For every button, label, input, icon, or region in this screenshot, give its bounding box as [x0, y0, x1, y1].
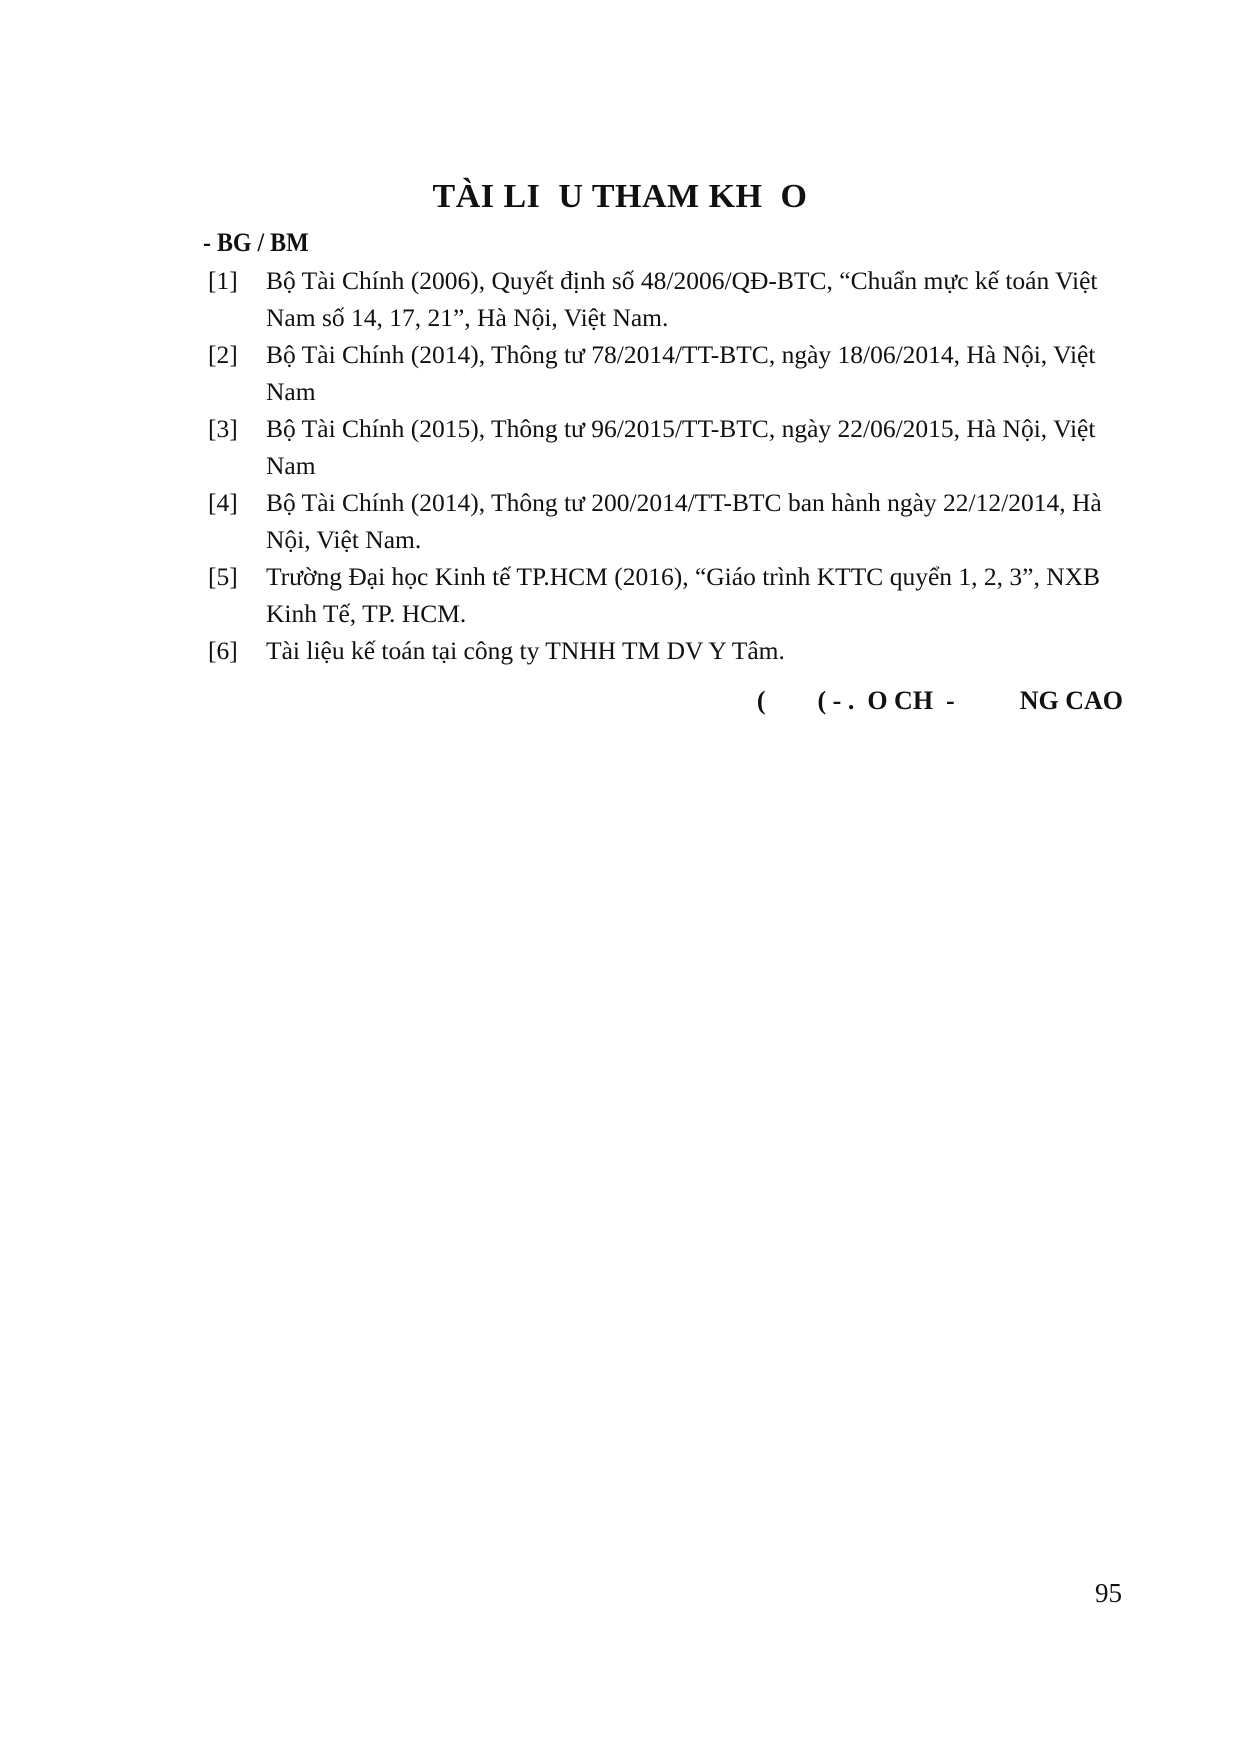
- reference-item: [208, 262, 1138, 336]
- reference-text: Bộ Tài Chính (2014), Thông tư 78/2014/TT-BTC, ngày 18/06/2014, Hà Nội, Việt Nam: [266, 340, 1096, 406]
- reference-item: [208, 558, 1138, 632]
- page-number: 95: [1095, 1578, 1122, 1608]
- reference-item: [208, 336, 1138, 410]
- reference-number: [6]: [208, 636, 238, 665]
- page-title: TÀI LI U THAM KH O: [432, 178, 808, 215]
- reference-number: [5]: [208, 562, 238, 591]
- reference-number: [2]: [208, 340, 238, 369]
- reference-item: [208, 410, 1138, 484]
- reference-number: [1]: [208, 266, 238, 295]
- reference-text: Trường Đại học Kinh tế TP.HCM (2016), “Giáo trình KTTC quyển 1, 2, 3”, NXB Kinh Tế, TP. HCM.: [266, 562, 1101, 628]
- section-label: - BG / BM: [203, 228, 309, 257]
- reference-text: Bộ Tài Chính (2006), Quyết định số 48/2006/QĐ-BTC, “Chuẩn mực kế toán Việt Nam số 14, 17, 21”, Hà Nội, Việt Nam.: [266, 266, 1098, 332]
- reference-number: [3]: [208, 414, 238, 443]
- reference-text: Bộ Tài Chính (2014), Thông tư 200/2014/TT-BTC ban hành ngày 22/12/2014, Hà Nội, Việt Nam.: [266, 488, 1102, 554]
- reference-text: Tài liệu kế toán tại công ty TNHH TM DV Y Tâm.: [266, 636, 785, 665]
- footer-bold-line: ( ( - . O CH - NG CAO: [756, 686, 1123, 715]
- reference-text: Bộ Tài Chính (2015), Thông tư 96/2015/TT-BTC, ngày 22/06/2015, Hà Nội, Việt Nam: [266, 414, 1096, 480]
- reference-number: [4]: [208, 488, 238, 517]
- reference-item: [208, 484, 1138, 558]
- reference-list: [208, 262, 1138, 669]
- reference-item: [208, 632, 1138, 669]
